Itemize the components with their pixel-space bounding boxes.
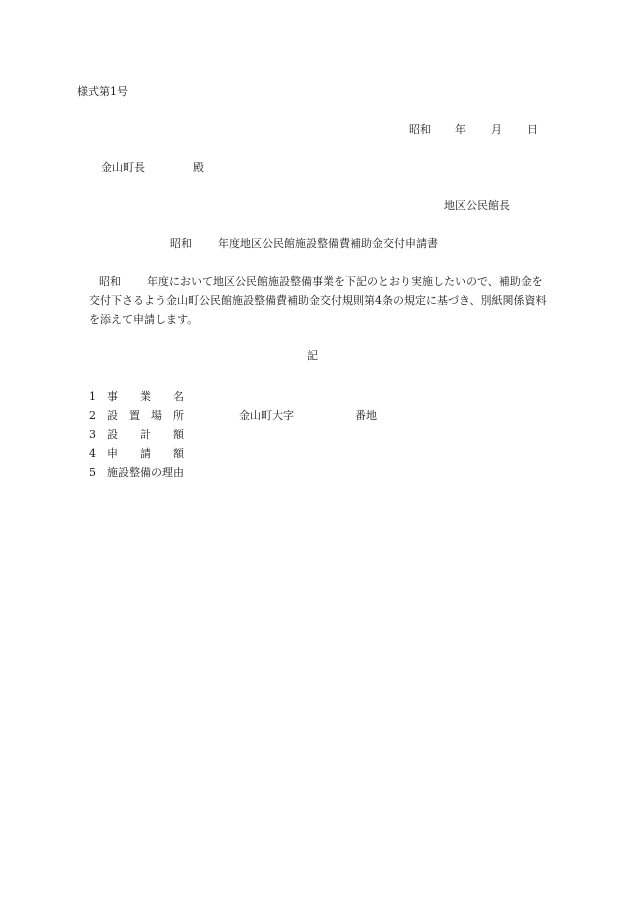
body-text: 年度において地区公民館施設整備事業を下記のとおり実施したいので、補助金を交付下さるよう金山町公民館施設整備費補助金交付規則第4条の規定に基づき、別紙関係資料を添えて申請します。 [89, 275, 547, 326]
date-era: 昭和 [409, 123, 431, 136]
item-label: 施設整備の理由 [107, 466, 184, 479]
item-number: 3 [89, 428, 96, 441]
item-number: 5 [89, 466, 96, 479]
document-title [170, 237, 438, 251]
body-paragraph [89, 272, 551, 329]
item-label: 設 計 額 [107, 428, 184, 441]
item-label: 設 置 場 所 [107, 409, 184, 422]
date-month: 月 [491, 123, 502, 136]
item-label: 事 業 名 [107, 390, 184, 403]
sender-title: 地区公民館長 [444, 199, 510, 212]
item-value-banchi: 番地 [355, 409, 377, 422]
addressee-name: 金山町長 [101, 161, 145, 174]
title-era: 昭和 [170, 237, 192, 250]
item-number: 1 [89, 390, 96, 403]
item-number: 2 [89, 409, 96, 422]
item-value-oaza: 金山町大字 [239, 409, 294, 422]
date-day: 日 [527, 123, 538, 136]
addressee-honorific: 殿 [193, 161, 204, 174]
form-number: 様式第1号 [77, 85, 128, 98]
date-year: 年 [455, 123, 466, 136]
ki-heading: 記 [307, 349, 318, 362]
item-number: 4 [89, 447, 96, 460]
date-line [409, 123, 538, 137]
addressee [101, 161, 204, 175]
body-era: 昭和 [99, 275, 121, 288]
item-label: 申 請 額 [107, 447, 184, 460]
title-text: 年度地区公民館施設整備費補助金交付申請書 [218, 237, 438, 250]
